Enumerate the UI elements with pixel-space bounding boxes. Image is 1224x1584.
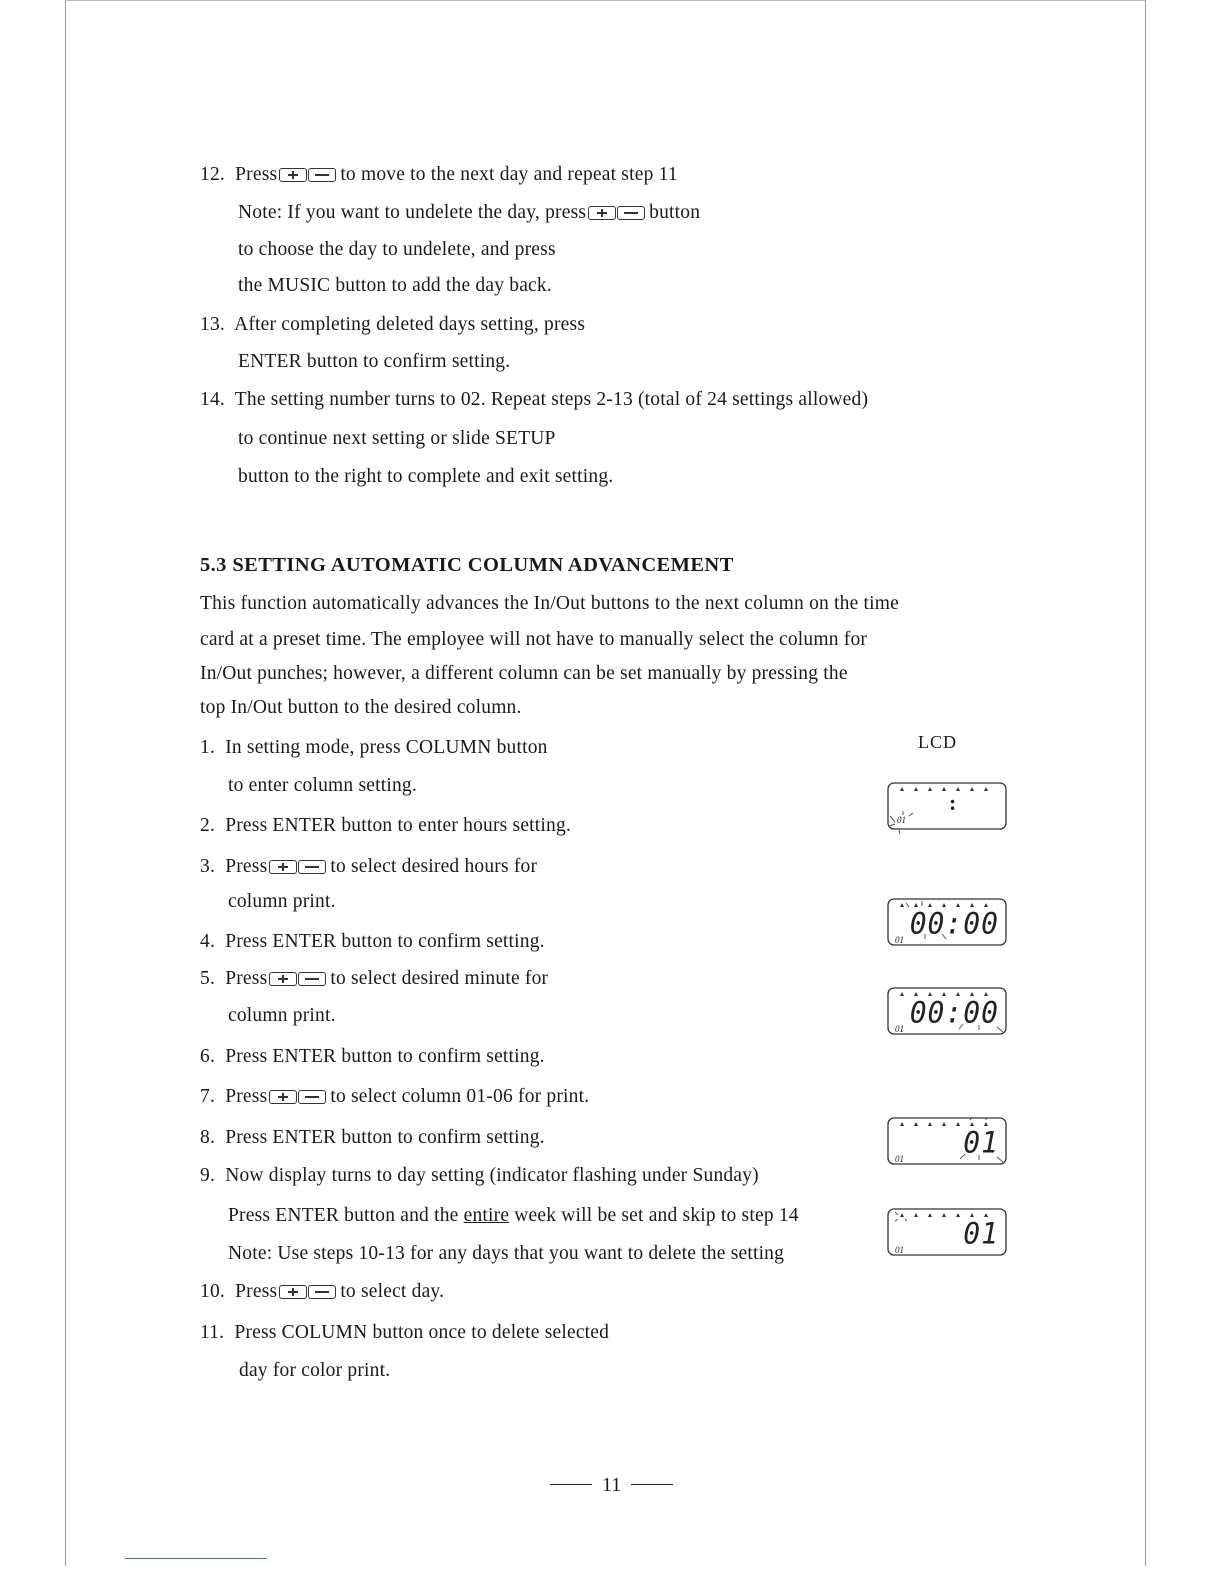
lcd-label: LCD — [918, 732, 957, 752]
lcd-display-column-mode — [887, 782, 1007, 830]
step-8: 8. Press ENTER button to confirm setting. — [200, 1127, 545, 1148]
step-1: 1. In setting mode, press COLUMN button — [200, 737, 548, 758]
lcd-column-digits: 01 — [963, 1216, 999, 1251]
step-13: 13. After completing deleted days setting, press — [200, 314, 586, 335]
paragraph-line: top In/Out button to the desired column. — [200, 697, 522, 718]
lcd-colon: : — [949, 790, 957, 815]
step-5-line: column print. — [228, 1005, 336, 1026]
lcd-column-indicator: 01 — [895, 1024, 904, 1034]
lcd-display-minutes — [887, 987, 1007, 1035]
step-11-line: day for color print. — [239, 1360, 391, 1381]
lcd-column-digits: 01 — [963, 1125, 999, 1160]
lcd-time-digits: 00:00 — [909, 995, 999, 1030]
step-9-line: Press ENTER button and the entire week will be set and skip to step 14 — [228, 1205, 799, 1226]
lcd-column-indicator: 01 — [895, 1245, 904, 1255]
lcd-display-day-setting — [887, 1208, 1007, 1256]
step-14-line: button to the right to complete and exit setting. — [238, 466, 614, 487]
step-11: 11. Press COLUMN button once to delete selected — [200, 1322, 610, 1343]
step-1-line: to enter column setting. — [228, 775, 417, 796]
lcd-column-indicator: 01 — [895, 935, 904, 945]
step-9-note: Note: Use steps 10-13 for any days that you want to delete the setting — [228, 1243, 785, 1264]
step-4: 4. Press ENTER button to confirm setting. — [200, 931, 545, 952]
step-3: 3. Press to select desired hours for — [200, 855, 537, 881]
lcd-column-indicator: 01 — [897, 815, 906, 825]
plus-minus-buttons-icon — [588, 203, 646, 227]
step-5: 5. Press to select desired minute for — [200, 967, 548, 993]
plus-minus-buttons-icon — [279, 165, 337, 189]
step-13-line: ENTER button to confirm setting. — [238, 351, 511, 372]
plus-minus-buttons-icon — [279, 1282, 337, 1306]
lcd-time-digits: 00:00 — [909, 906, 999, 941]
section-heading: 5.3 SETTING AUTOMATIC COLUMN ADVANCEMENT — [200, 554, 734, 576]
step-10: 10. Press to select day. — [200, 1280, 444, 1306]
paragraph-line: In/Out punches; however, a different column can be set manually by pressing the — [200, 663, 848, 684]
step-2: 2. Press ENTER button to enter hours setting. — [200, 815, 572, 836]
plus-minus-buttons-icon — [269, 1087, 327, 1111]
step-12-note-line: the MUSIC button to add the day back. — [238, 275, 552, 296]
footer-link-line — [125, 1558, 267, 1559]
lcd-column-indicator: 01 — [895, 1154, 904, 1164]
step-12: 12. Press to move to the next day and repeat step 11 — [200, 163, 678, 189]
paragraph-line: card at a preset time. The employee will not have to manually select the column for — [200, 629, 868, 650]
lcd-display-hours — [887, 898, 1007, 946]
step-3-line: column print. — [228, 891, 336, 912]
lcd-display-column-select — [887, 1117, 1007, 1165]
plus-minus-buttons-icon — [269, 969, 327, 993]
step-9: 9. Now display turns to day setting (indicator flashing under Sunday) — [200, 1165, 759, 1186]
step-12-note-line: to choose the day to undelete, and press — [238, 239, 556, 260]
page-number: 11 — [540, 1474, 683, 1497]
step-12-note: Note: If you want to undelete the day, press button — [238, 201, 700, 227]
plus-minus-buttons-icon — [269, 857, 327, 881]
step-14-line: to continue next setting or slide SETUP — [238, 428, 556, 449]
step-6: 6. Press ENTER button to confirm setting. — [200, 1046, 545, 1067]
paragraph-line: This function automatically advances the In/Out buttons to the next column on the time — [200, 593, 900, 614]
step-7: 7. Press to select column 01-06 for print. — [200, 1085, 589, 1111]
step-14: 14. The setting number turns to 02. Repeat steps 2-13 (total of 24 settings allowed) — [200, 389, 869, 410]
